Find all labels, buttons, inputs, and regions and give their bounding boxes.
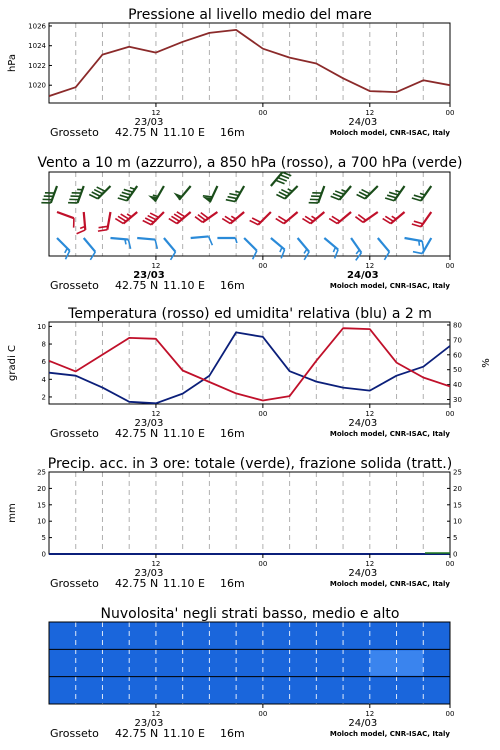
cloud-layer-basso	[49, 677, 450, 704]
wind-barb	[115, 205, 137, 225]
y-tick-label: 5	[453, 534, 458, 543]
barb-half-flag	[392, 215, 396, 220]
barb-half-flag	[64, 248, 69, 253]
y-tick-label: 30	[453, 396, 462, 405]
x-tick-label: 12	[151, 410, 161, 418]
y-tick-label: 2	[41, 393, 46, 402]
y-tick-label: 25	[453, 468, 462, 477]
y-tick-label: 4	[41, 375, 46, 384]
model-credit: Moloch model, CNR-ISAC, Italy	[329, 580, 450, 588]
wind-barb	[250, 206, 271, 227]
day-label: 24/03	[348, 117, 378, 128]
x-tick-label: 12	[151, 560, 161, 568]
wind-barb	[355, 205, 377, 224]
y-tick-label: 5	[41, 534, 46, 543]
barb-flag	[413, 249, 422, 256]
wind-barb	[172, 180, 190, 200]
cloud-cell	[397, 650, 424, 675]
day-label: 24/03	[348, 568, 378, 579]
plot-frame	[49, 472, 450, 554]
latitude: 42.75 N	[115, 126, 159, 139]
latitude: 42.75 N	[115, 279, 159, 292]
y-tick-label: 70	[453, 336, 462, 345]
wind-barb	[357, 180, 378, 201]
y-tick-label: 25	[37, 468, 46, 477]
x-tick-label: 12	[151, 109, 161, 117]
cloud-cover-panel	[49, 606, 454, 740]
wind-barb	[77, 238, 97, 260]
chart-title: Temperatura (rosso) ed umidita' relativa (blu) a 2 m	[68, 306, 432, 322]
x-tick-label: 00	[445, 560, 455, 568]
x-tick-label: 00	[445, 109, 455, 117]
wind-barb	[302, 205, 324, 225]
barb-staff	[84, 238, 96, 252]
barb-half-flag	[279, 247, 283, 252]
y-tick-label: 1026	[28, 22, 46, 31]
wind-barb	[169, 205, 191, 225]
x-tick-label: 12	[151, 262, 161, 270]
barb-half-flag	[341, 189, 346, 193]
y-tick-label: 10	[37, 517, 46, 526]
y-axis-label: hPa	[7, 53, 18, 73]
wind-barb	[226, 182, 244, 205]
x-tick-label: 00	[258, 262, 268, 270]
y-tick-label: 15	[453, 501, 462, 510]
x-tick-label: 12	[151, 710, 161, 718]
barb-half-flag	[235, 238, 237, 243]
wind-barb	[136, 238, 158, 249]
x-tick-label: 12	[365, 109, 375, 117]
day-label: 23/03	[134, 418, 164, 429]
barb-staff	[137, 238, 155, 240]
y-tick-label: 1020	[28, 81, 46, 90]
humidity-line	[49, 332, 450, 403]
x-tick-label: 00	[445, 262, 455, 270]
day-label: 23/03	[134, 568, 164, 579]
barb-staff	[378, 238, 390, 252]
wind-barb	[157, 238, 177, 260]
wind-barb	[265, 238, 287, 258]
longitude: 11.10 E	[163, 427, 205, 440]
x-tick-label: 12	[365, 710, 375, 718]
wind-barb	[329, 205, 351, 225]
barb-flag	[354, 253, 363, 261]
y-axis-label: mm	[7, 503, 18, 523]
barb-half-flag	[312, 215, 316, 220]
x-tick-label: 12	[365, 262, 375, 270]
wind-barb	[98, 210, 111, 232]
wind-barb	[276, 180, 297, 201]
y-axis-label: gradi C	[7, 345, 18, 381]
y-tick-label: 15	[37, 501, 46, 510]
chart-title: Vento a 10 m (azzurro), a 850 hPa (rosso), a 700 hPa (verde)	[37, 155, 463, 171]
day-label: 23/03	[134, 718, 164, 729]
y-tick-label: 40	[453, 381, 462, 390]
wind-barb	[54, 212, 77, 228]
day-label: 23/03	[133, 270, 165, 281]
location-name: Grosseto	[50, 126, 99, 139]
wind-barb	[217, 238, 237, 243]
wind-barb	[385, 181, 404, 203]
y-tick-label: 8	[41, 340, 46, 349]
day-label: 24/03	[347, 270, 379, 281]
barb-half-flag	[303, 249, 308, 253]
y-tick-label: 6	[41, 358, 46, 367]
barb-staff	[57, 212, 74, 218]
wind-barb	[110, 238, 132, 249]
day-label: 24/03	[348, 718, 378, 729]
model-credit: Moloch model, CNR-ISAC, Italy	[329, 282, 450, 290]
barb-half-flag	[231, 215, 235, 220]
chart-title: Precip. acc. in 3 ore: totale (verde), frazione solida (tratt.)	[47, 456, 453, 472]
wind-barb	[383, 205, 405, 225]
wind-barb	[403, 238, 425, 251]
location-name: Grosseto	[50, 577, 99, 590]
wind-barb	[89, 180, 110, 201]
barb-staff	[164, 238, 176, 252]
wind-panel	[37, 155, 462, 292]
barb-staff	[179, 186, 191, 200]
barb-flag	[250, 251, 258, 259]
barb-flag	[154, 240, 158, 249]
barb-half-flag	[332, 247, 336, 252]
y-tick-label: 0	[41, 550, 46, 559]
longitude: 11.10 E	[163, 577, 205, 590]
barb-staff	[191, 236, 209, 238]
y-axis-label-right: %	[481, 358, 492, 368]
temperature-panel	[7, 306, 492, 440]
wind-barb	[75, 212, 86, 234]
wind-barb	[118, 181, 137, 203]
elevation: 16m	[220, 577, 245, 590]
temperature-line	[49, 328, 450, 400]
pressure-panel	[7, 7, 454, 139]
longitude: 11.10 E	[163, 126, 205, 139]
wind-barb	[143, 206, 164, 227]
location-name: Grosseto	[50, 727, 99, 740]
elevation: 16m	[220, 279, 245, 292]
model-credit: Moloch model, CNR-ISAC, Italy	[329, 730, 450, 738]
latitude: 42.75 N	[115, 727, 159, 740]
y-tick-label: 20	[453, 484, 462, 493]
y-tick-label: 20	[37, 484, 46, 493]
elevation: 16m	[220, 126, 245, 139]
cloud-cell	[370, 650, 397, 675]
barb-flag	[128, 240, 132, 249]
x-tick-label: 00	[258, 560, 268, 568]
x-tick-label: 12	[365, 410, 375, 418]
y-tick-label: 10	[37, 322, 46, 331]
location-name: Grosseto	[50, 279, 99, 292]
x-tick-label: 00	[445, 710, 455, 718]
wind-barb	[371, 238, 391, 260]
x-tick-label: 00	[445, 410, 455, 418]
y-tick-label: 80	[453, 321, 462, 330]
location-name: Grosseto	[50, 427, 99, 440]
model-credit: Moloch model, CNR-ISAC, Italy	[329, 129, 450, 137]
cloud-layer-alto	[49, 622, 450, 649]
wind-barb	[222, 205, 244, 225]
day-label: 23/03	[134, 117, 164, 128]
wind-barb	[344, 238, 363, 260]
wind-barb	[319, 238, 341, 258]
day-label: 24/03	[348, 418, 378, 429]
barb-flag	[76, 230, 85, 234]
chart-title: Nuvolosita' negli strati basso, medio e alto	[100, 606, 400, 622]
wind-barb	[276, 205, 298, 225]
barb-staff	[244, 238, 257, 251]
wind-barb	[331, 180, 351, 202]
x-tick-label: 00	[258, 109, 268, 117]
wind-barb	[291, 238, 311, 260]
latitude: 42.75 N	[115, 577, 159, 590]
pressure-line	[49, 30, 450, 96]
latitude: 42.75 N	[115, 427, 159, 440]
elevation: 16m	[220, 727, 245, 740]
x-tick-label: 00	[258, 710, 268, 718]
longitude: 11.10 E	[163, 727, 205, 740]
wind-barb	[412, 207, 431, 229]
y-tick-label: 50	[453, 366, 462, 375]
precipitation-panel	[7, 456, 462, 590]
x-tick-label: 12	[365, 560, 375, 568]
longitude: 11.10 E	[163, 279, 205, 292]
y-tick-label: 0	[453, 550, 458, 559]
wind-barb	[412, 181, 431, 203]
y-tick-label: 1024	[28, 42, 46, 51]
y-tick-label: 10	[453, 517, 462, 526]
elevation: 16m	[220, 427, 245, 440]
x-tick-label: 00	[258, 410, 268, 418]
chart-title: Pressione al livello medio del mare	[128, 7, 372, 23]
model-credit: Moloch model, CNR-ISAC, Italy	[329, 430, 450, 438]
y-tick-label: 60	[453, 351, 462, 360]
y-tick-label: 1022	[28, 61, 46, 70]
wind-barb	[195, 205, 217, 224]
